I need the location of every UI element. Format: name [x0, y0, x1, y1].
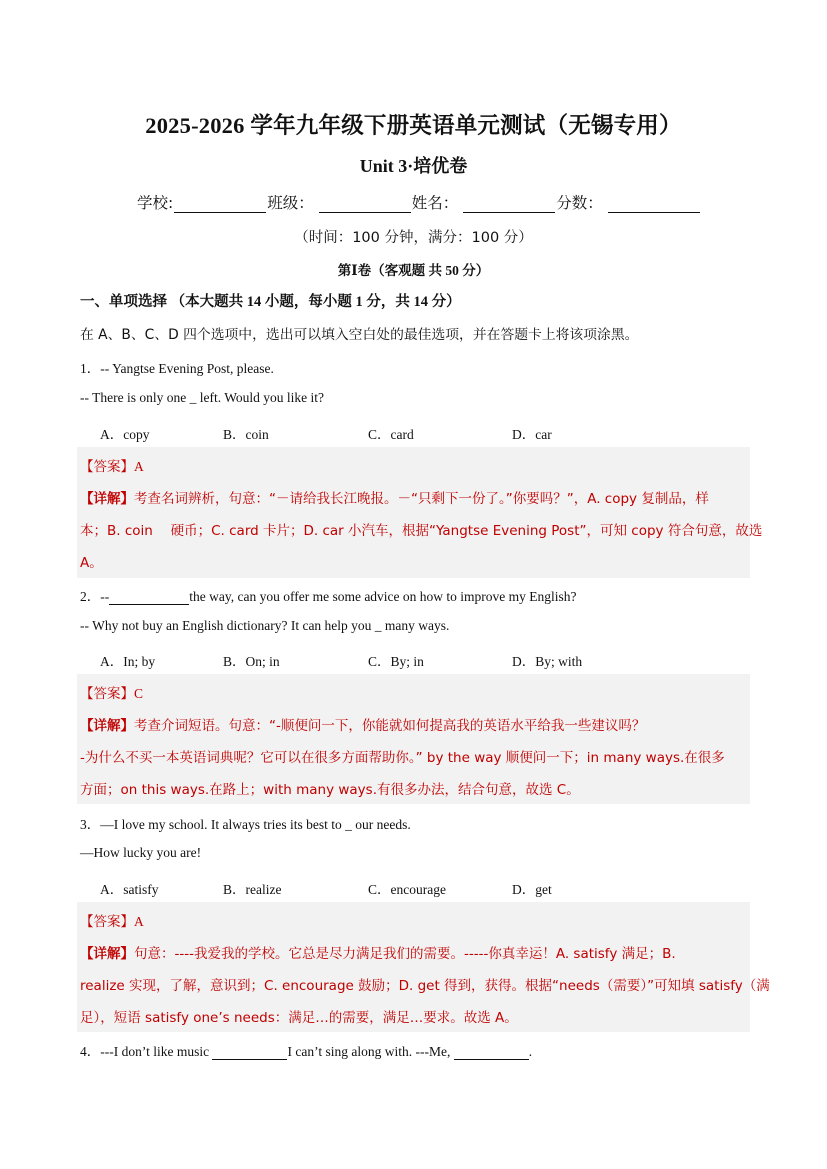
answer-box: [77, 447, 763, 578]
school-blank[interactable]: [174, 196, 266, 213]
score-blank[interactable]: [608, 196, 700, 213]
answer-box: [77, 902, 770, 1032]
section-instruction: 在 A、B、C、D 四个选项中，选出可以填入空白处的最佳选项，并在答题卡上将该项涂黑。: [80, 327, 639, 343]
option-a[interactable]: A．copy: [100, 427, 150, 442]
question-number: 1．: [80, 361, 101, 376]
option-c[interactable]: C．card: [368, 427, 414, 442]
question-line: 2．-- the way, can you offer me some advice on how to improve my English?: [80, 589, 577, 604]
answer-value: A: [134, 459, 144, 474]
exam-subtitle: Unit 3·培优卷: [359, 156, 468, 176]
name-blank[interactable]: [463, 196, 555, 213]
detail-line: 【详解】考查介词短语。句意：“-顺便问一下，你能就如何提高我的英语水平给我一些建议吗？: [80, 718, 646, 734]
part-title: 第Ⅰ卷（客观题 共 50 分）: [337, 263, 490, 278]
detail-line: -为什么不买一本英语词典呢？它可以在很多方面帮助你。” by the way 顺便问一下；in many ways.在很多: [80, 750, 725, 766]
detail-line: A。: [80, 555, 103, 571]
class-blank[interactable]: [319, 196, 411, 213]
detail-label: 【详解】: [80, 718, 134, 734]
option-d[interactable]: D．By; with: [512, 654, 583, 669]
score-label: 分数：: [556, 194, 603, 212]
question-number: 2．: [80, 589, 101, 604]
answer-value: A: [134, 914, 144, 929]
option-d[interactable]: D．get: [512, 882, 552, 897]
answer-label: 【答案】: [80, 686, 134, 702]
option-b[interactable]: B．coin: [223, 427, 269, 442]
question-line: 3．—I love my school. It always tries its best to _ our needs.: [80, 817, 411, 832]
answer-box: [77, 674, 750, 804]
exam-title: 2025-2026 学年九年级下册英语单元测试（无锡专用）: [145, 113, 682, 138]
answer-line: [80, 682, 143, 702]
question-line: 4．---I don’t like music I can’t sing along with. ---Me, .: [80, 1044, 533, 1059]
question-line: 1．-- Yangtse Evening Post, please.: [80, 361, 274, 376]
detail-line: realize 实现，了解，意识到；C. encourage 鼓励；D. get 得到，获得。根据“needs（需要）”可知填 satisfy（满: [80, 978, 770, 994]
school-label: 学校:: [137, 194, 174, 212]
question-line: -- Why not buy an English dictionary? It can help you _ many ways.: [80, 618, 450, 633]
answer-line: [80, 910, 144, 930]
question-line: -- There is only one _ left. Would you like it?: [80, 390, 324, 405]
option-b[interactable]: B．realize: [223, 882, 282, 897]
option-b[interactable]: B．On; in: [223, 654, 280, 669]
detail-label: 【详解】: [80, 946, 134, 962]
answer-blank[interactable]: [454, 1045, 529, 1060]
answer-label: 【答案】: [80, 914, 134, 930]
option-a[interactable]: A．satisfy: [100, 882, 159, 897]
option-c[interactable]: C．encourage: [368, 882, 446, 897]
answer-blank[interactable]: [109, 590, 189, 605]
name-label: 姓名：: [411, 194, 459, 212]
detail-line: 方面；on this ways.在路上；with many ways.有很多办法，结合句意，故选 C。: [80, 782, 580, 798]
detail-line: 【详解】句意：----我爱我的学校。它总是尽力满足我们的需要。-----你真幸运！A. satisfy 满足；B.: [80, 946, 676, 962]
question-number: 3．: [80, 817, 101, 832]
detail-line: 【详解】考查名词辨析，句意：“－请给我长江晚报。－“只剩下一份了。”你要吗？”，A. copy 复制品，样: [80, 491, 709, 507]
question-line: —How lucky you are!: [80, 845, 202, 860]
answer-label: 【答案】: [80, 459, 134, 475]
answer-value: C: [134, 686, 144, 701]
detail-label: 【详解】: [80, 491, 134, 507]
option-d[interactable]: D．car: [512, 427, 552, 442]
detail-line: 足），短语 satisfy one’s needs：满足…的需要，满足…要求。故选 A。: [80, 1010, 518, 1026]
time-note: （时间：100 分钟，满分：100 分）: [294, 230, 533, 246]
answer-line: [80, 455, 144, 475]
student-info-row: [137, 191, 701, 213]
detail-line: 本；B. coin 硬币；C. card 卡片；D. car 小汽车，根据“Yangtse Evening Post”，可知 copy 符合句意，故选: [80, 523, 763, 539]
answer-blank[interactable]: [212, 1045, 287, 1060]
question-number: 4．: [80, 1044, 101, 1059]
class-label: 班级：: [267, 194, 314, 212]
option-a[interactable]: A．In; by: [100, 654, 156, 669]
option-c[interactable]: C．By; in: [368, 654, 424, 669]
section-title: 一、单项选择 （本大题共 14 小题，每小题 1 分，共 14 分）: [80, 294, 461, 310]
